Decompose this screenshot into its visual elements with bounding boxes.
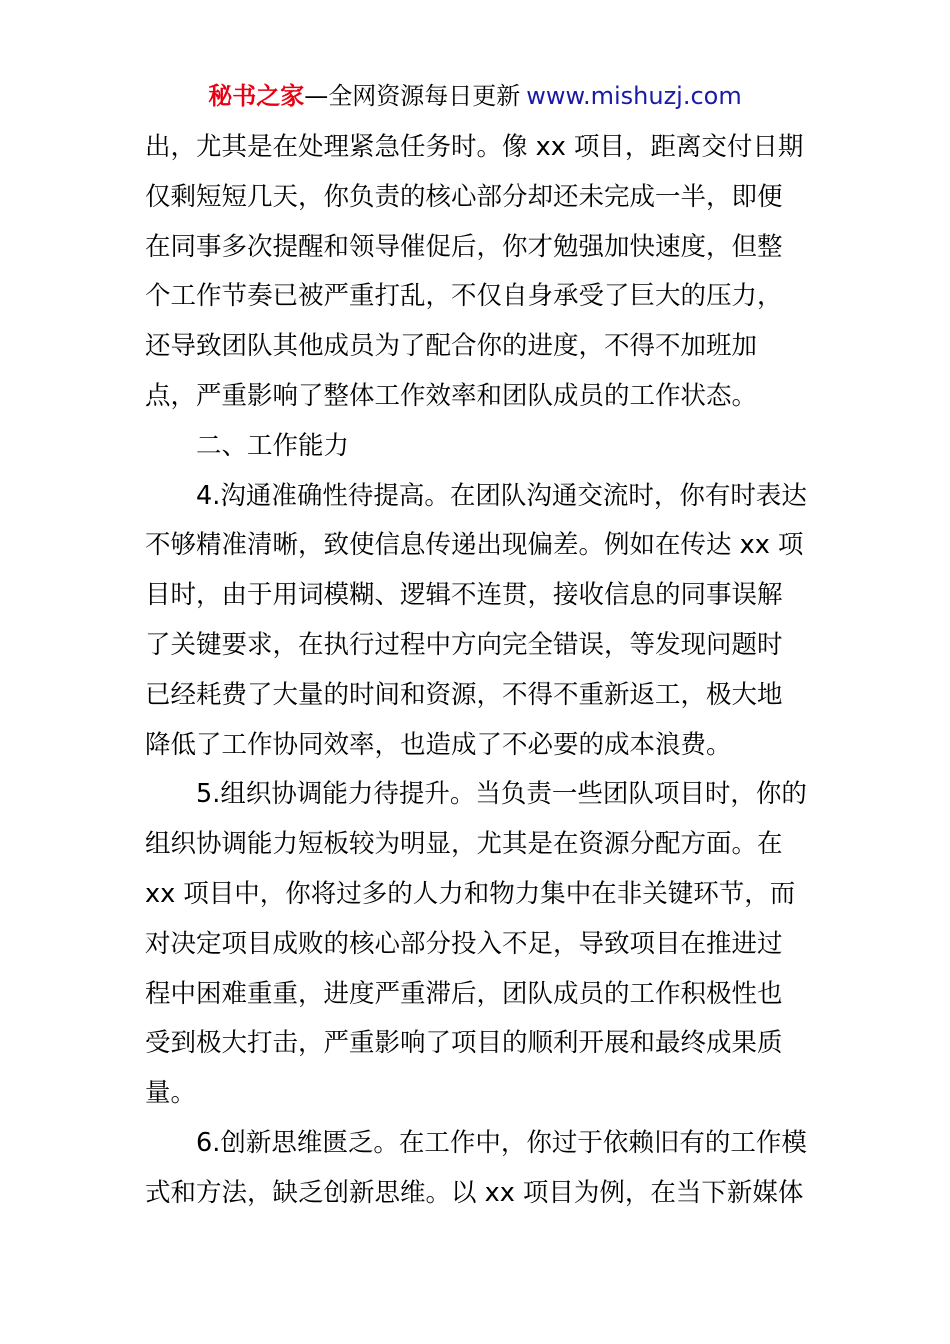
text-line: 目时，由于用词模糊、逻辑不连贯，接收信息的同事误解 <box>145 580 783 611</box>
page-header <box>0 78 950 114</box>
text-line: 了关键要求，在执行过程中方向完全错误，等发现问题时 <box>145 629 783 660</box>
text-line: 程中困难重重，进度严重滞后，团队成员的工作积极性也 <box>145 978 783 1009</box>
text-line: 受到极大打击，严重影响了项目的顺利开展和最终成果质 <box>145 1028 783 1059</box>
text-line: 量。 <box>145 1078 197 1109</box>
site-url-link[interactable]: www.mishuzj.com <box>526 82 742 110</box>
paragraph-start: 5.组织协调能力待提升。当负责一些团队项目时，你的 <box>196 779 807 810</box>
text-line: 仅剩短短几天，你负责的核心部分却还未完成一半，即便 <box>145 181 783 212</box>
text-line: 不够精准清晰，致使信息传递出现偏差。例如在传达 xx 项 <box>145 530 804 561</box>
text-line: 在同事多次提醒和领导催促后，你才勉强加快速度，但整 <box>145 231 783 262</box>
paragraph-start: 6.创新思维匮乏。在工作中，你过于依赖旧有的工作模 <box>196 1127 807 1158</box>
text-line: 点，严重影响了整体工作效率和团队成员的工作状态。 <box>145 380 758 411</box>
text-line: 个工作节奏已被严重打乱，不仅自身承受了巨大的压力， <box>145 281 783 312</box>
text-line: 式和方法，缺乏创新思维。以 xx 项目为例，在当下新媒体 <box>145 1177 804 1208</box>
text-line: 还导致团队其他成员为了配合你的进度，不得不加班加 <box>145 331 758 362</box>
text-line: 已经耗费了大量的时间和资源，不得不重新返工，极大地 <box>145 679 783 710</box>
text-line: xx 项目中，你将过多的人力和物力集中在非关键环节，而 <box>145 878 796 909</box>
brand-name: 秘书之家 <box>208 82 305 110</box>
header-tagline: —全网资源每日更新 <box>304 82 521 110</box>
document-body <box>145 123 810 1219</box>
text-line: 组织协调能力短板较为明显，尤其是在资源分配方面。在 <box>145 829 783 860</box>
text-line: 降低了工作协同效率，也造成了不必要的成本浪费。 <box>145 729 732 760</box>
paragraph-start: 4.沟通准确性待提高。在团队沟通交流时，你有时表达 <box>196 480 807 511</box>
section-heading: 二、工作能力 <box>196 430 350 461</box>
text-line: 出，尤其是在处理紧急任务时。像 xx 项目，距离交付日期 <box>145 132 804 162</box>
text-line: 对决定项目成败的核心部分投入不足，导致项目在推进过 <box>145 928 783 959</box>
